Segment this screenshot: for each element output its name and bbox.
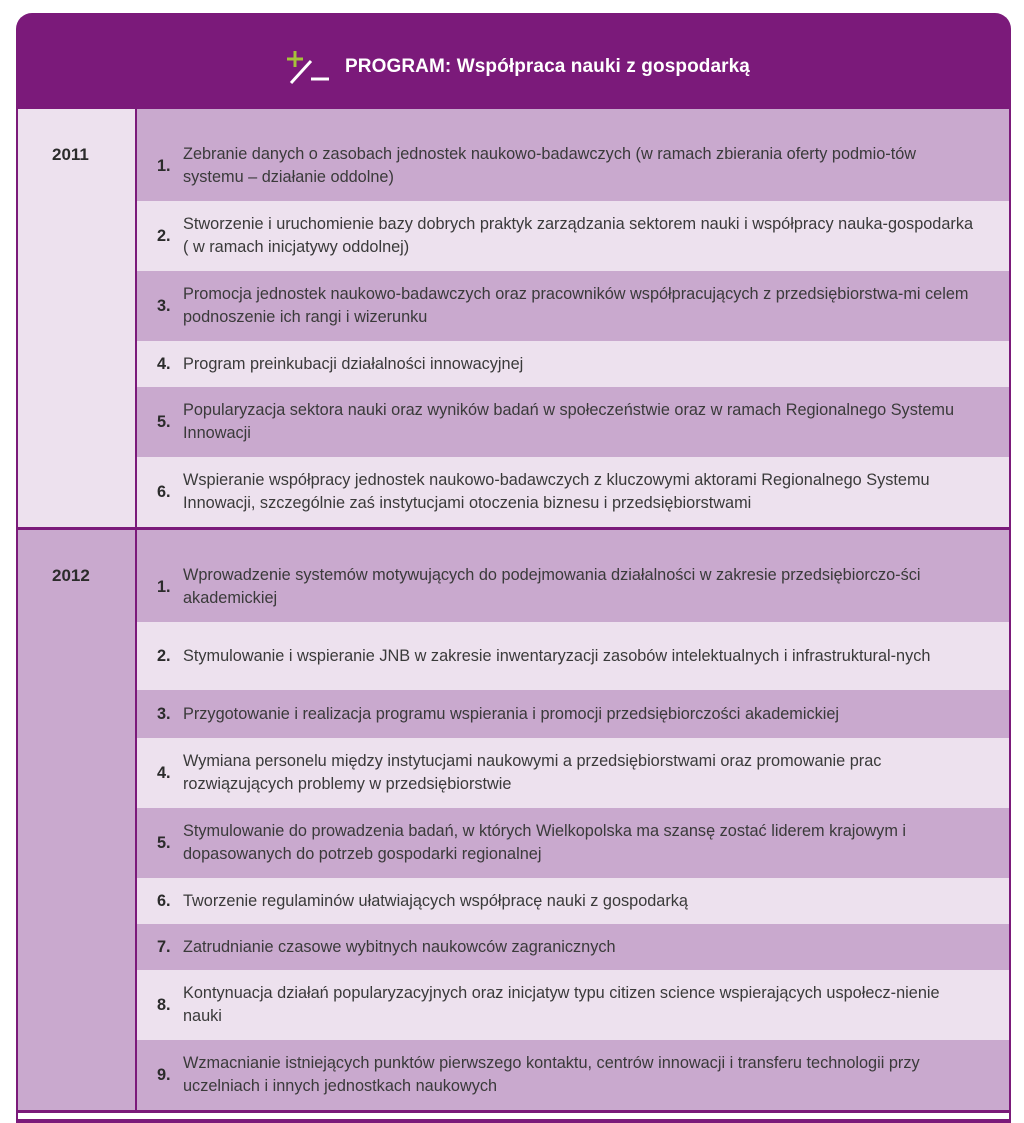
item-text: Zebranie danych o zasobach jednostek naukowo-badawczych (w ramach zbierania oferty podmio-tów systemu – działanie oddolne) [183, 145, 917, 186]
item-number: 5. [157, 412, 171, 431]
item-text: Kontynuacja działań popularyzacyjnych oraz inicjatyw typu citizen science wspierających uspołecz-nienie nauki [183, 984, 940, 1025]
list-item [137, 622, 1009, 690]
item-text: Stworzenie i uruchomienie bazy dobrych praktyk zarządzania sektorem nauki i współpracy nauka-gospodarka ( w ramach inicjatywy oddolnej) [183, 215, 974, 256]
list-item [137, 457, 1009, 527]
item-text: Tworzenie regulaminów ułatwiających współpracę nauki z gospodarką [183, 891, 688, 910]
item-text: Popularyzacja sektora nauki oraz wyników badań w społeczeństwie oraz w ramach Regionalnego Systemu Innowacji [183, 401, 955, 442]
task-list [137, 530, 1009, 1110]
list-item [137, 1040, 1009, 1110]
item-number: 4. [157, 763, 171, 782]
item-number: 4. [157, 354, 171, 373]
plus-slash-minus-icon [283, 45, 331, 89]
item-text: Wymiana personelu między instytucjami naukowymi a przedsiębiorstwami oraz promowanie prac rozwiązujących problemy w przedsiębiorstwie [183, 752, 882, 793]
year-section-2012 [18, 530, 1009, 1110]
list-item [137, 201, 1009, 271]
list-item [137, 387, 1009, 457]
item-text: Program preinkubacji działalności innowacyjnej [183, 354, 524, 373]
program-table [18, 109, 1009, 1119]
item-number: 6. [157, 891, 171, 910]
page-title: PROGRAM: Współpraca nauki z gospodarką [345, 56, 750, 77]
list-item [137, 924, 1009, 970]
item-number: 6. [157, 482, 171, 501]
panel-header [16, 13, 1011, 109]
list-item [137, 530, 1009, 622]
year-section-2011 [18, 109, 1009, 527]
list-item [137, 109, 1009, 201]
item-text: Promocja jednostek naukowo-badawczych oraz pracowników współpracujących z przedsiębiorstwa-mi celem podnoszenie ich rangi i wizerunku [183, 285, 969, 326]
program-panel [16, 13, 1011, 1123]
item-number: 1. [157, 156, 171, 175]
item-number: 7. [157, 937, 171, 956]
year-label: 2012 [18, 530, 137, 1110]
item-number: 2. [157, 226, 171, 245]
item-text: Wprowadzenie systemów motywujących do podejmowania działalności w zakresie przedsiębiorczo-ści akademickiej [183, 566, 921, 607]
item-number: 9. [157, 1065, 171, 1084]
list-item [137, 808, 1009, 878]
list-item [137, 878, 1009, 924]
item-text: Stymulowanie do prowadzenia badań, w których Wielkopolska ma szansę zostać liderem krajowym i dopasowanych do potrzeb gospodarki regionalnej [183, 822, 907, 863]
item-number: 3. [157, 704, 171, 723]
item-text: Przygotowanie i realizacja programu wspierania i promocji przedsiębiorczości akademickiej [183, 704, 840, 723]
item-text: Wspieranie współpracy jednostek naukowo-badawczych z kluczowymi aktorami Regionalnego Systemu Innowacji, szczególnie zaś instytucjami otoczenia biznesu i przedsiębiorstwami [183, 471, 930, 512]
item-text: Wzmacnianie istniejących punktów pierwszego kontaktu, centrów innowacji i transferu technologii przy uczelniach i innych jednostkach naukowych [183, 1054, 920, 1095]
item-text: Stymulowanie i wspieranie JNB w zakresie inwentaryzacji zasobów intelektualnych i infrastruktural-nych [183, 646, 931, 665]
item-number: 5. [157, 833, 171, 852]
item-number: 2. [157, 646, 171, 665]
list-item [137, 970, 1009, 1040]
year-label: 2011 [18, 109, 137, 527]
list-item [137, 690, 1009, 738]
list-item [137, 271, 1009, 341]
item-number: 8. [157, 995, 171, 1014]
item-number: 3. [157, 296, 171, 315]
task-list [137, 109, 1009, 527]
section-divider [18, 1110, 1009, 1113]
item-number: 1. [157, 577, 171, 596]
item-text: Zatrudnianie czasowe wybitnych naukowców zagranicznych [183, 937, 616, 956]
list-item [137, 738, 1009, 808]
list-item [137, 341, 1009, 387]
